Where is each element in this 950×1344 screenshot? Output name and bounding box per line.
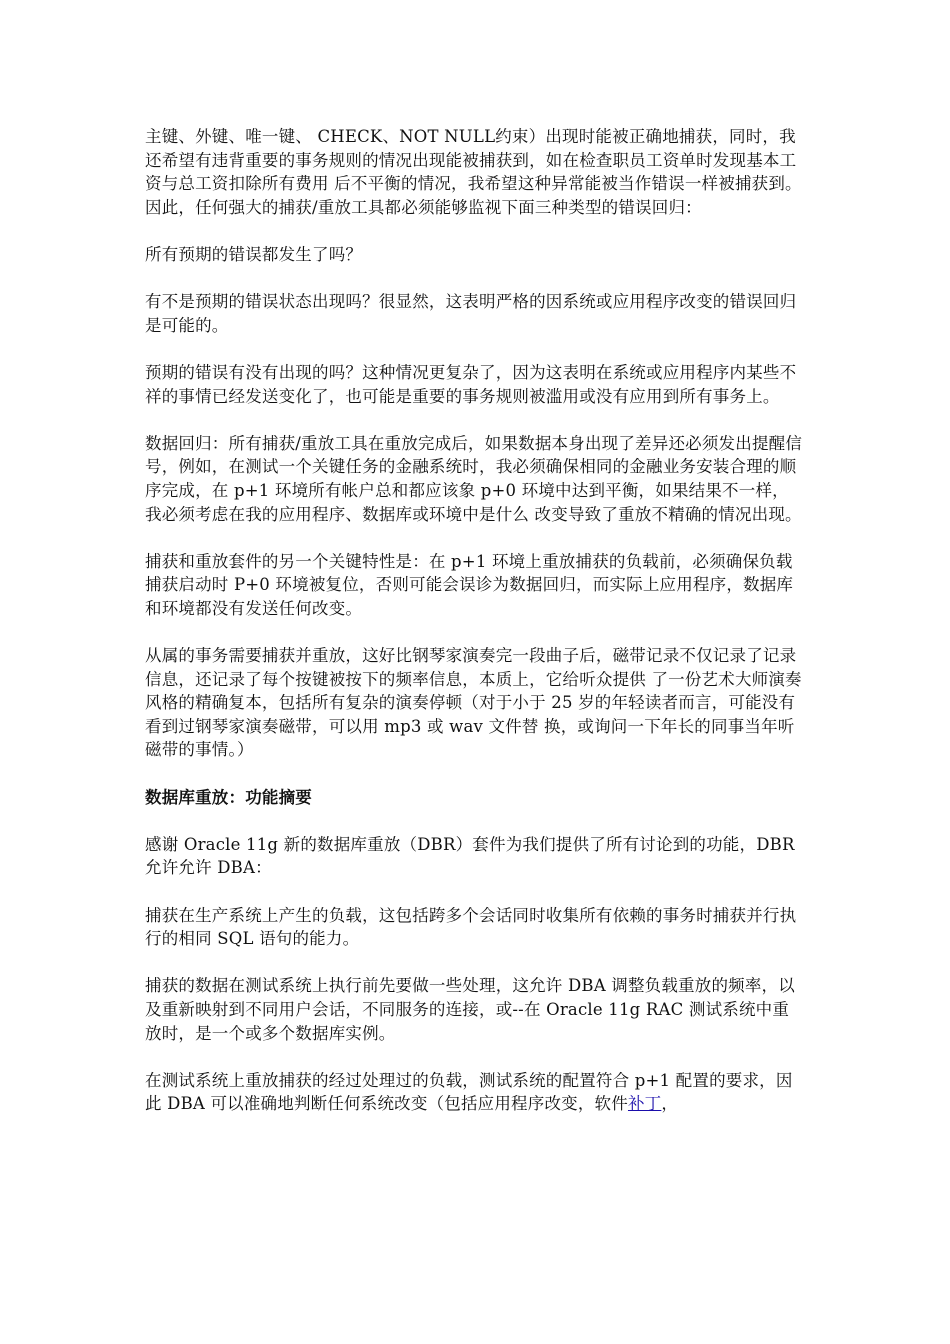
document-body <box>145 125 805 1116</box>
section-heading: 数据库重放：功能摘要 <box>145 787 312 807</box>
paragraph-replay <box>145 1069 805 1116</box>
paragraph-missing-errors: 预期的错误有没有出现的吗？这种情况更复杂了，因为这表明在系统或应用程序内某些不祥的事情已经发送变化了，也可能是重要的事务规则被滥用或没有应用到所有事务上。 <box>145 362 797 406</box>
paragraph-replay-text: 在测试系统上重放捕获的经过处理过的负载，测试系统的配置符合 p+1 配置的要求，因此 DBA 可以准确地判断任何系统改变（包括应用程序改变，软件 <box>145 1070 793 1114</box>
patch-link[interactable]: 补丁 <box>627 1094 662 1114</box>
paragraph-dbr-intro: 感谢 Oracle 11g 新的数据库重放（DBR）套件为我们提供了所有讨论到的功能，DBR 允许允许 DBA： <box>145 834 795 878</box>
paragraph-capture: 捕获在生产系统上产生的负载，这包括跨多个会话同时收集所有依赖的事务时捕获并行执行的相同 SQL 语句的能力。 <box>145 905 797 949</box>
paragraph-data-regression: 数据回归：所有捕获/重放工具在重放完成后，如果数据本身出现了差异还必须发出提醒信号，例如，在测试一个关键任务的金融系统时，我必须确保相同的金融业务安装合理的顺序完成，在 p+1 环境所有帐户总和都应该象 p+0 环境中达到平衡，如果结果不一样，我必须考虑在我的应用程序、数据库或环境中是什么 改变导致了重放不精确的情况出现。 <box>145 433 803 524</box>
paragraph-constraints: 主键、外键、唯一键、 CHECK、NOT NULL约束）出现时能被正确地捕获，同时，我还希望有违背重要的事务规则的情况出现能被捕获到，如在检查职员工资单时发现基本工资与总工资扣除所有费用 后不平衡的情况，我希望这种异常能被当作错误一样被捕获到。 <box>145 127 802 194</box>
paragraph-replay-tail: ， <box>661 1094 679 1114</box>
paragraph-unexpected-errors: 有不是预期的错误状态出现吗？很显然，这表明严格的因系统或应用程序改变的错误回归是可能的。 <box>145 292 797 335</box>
paragraph-dependent-transactions: 从属的事务需要捕获并重放，这好比钢琴家演奏完一段曲子后，磁带记录不仅记录了记录信息，还记录了每个按键被按下的频率信息，本质上，它给听众提供 了一份艺术大师演奏风格的精确复本，包括所有复杂的演奏停顿（对于小于 25 岁的年轻读者而言，可能没有看到过钢琴家演奏磁带，可以用 mp3 或 wav 文件替 换，或询问一下年长的同事当年听磁带的事情。） <box>145 646 802 760</box>
paragraph-key-feature: 捕获和重放套件的另一个关键特性是：在 p+1 环境上重放捕获的负载前，必须确保负载捕获启动时 P+0 环境被复位，否则可能会误诊为数据回归，而实际上应用程序，数据库和环境都没有发送任何改变。 <box>145 551 794 618</box>
paragraph-expected-errors: 所有预期的错误都发生了吗？ <box>145 244 363 264</box>
paragraph-preprocess: 捕获的数据在测试系统上执行前先要做一些处理，这允许 DBA 调整负载重放的频率，以及重新映射到不同用户会话，不同服务的连接，或--在 Oracle 11g RAC 测试系统中重放时，是一个或多个数据库实例。 <box>145 976 795 1043</box>
paragraph-regression-intro: 因此，任何强大的捕获/重放工具都必须能够监视下面三种类型的错误回归： <box>145 197 702 217</box>
